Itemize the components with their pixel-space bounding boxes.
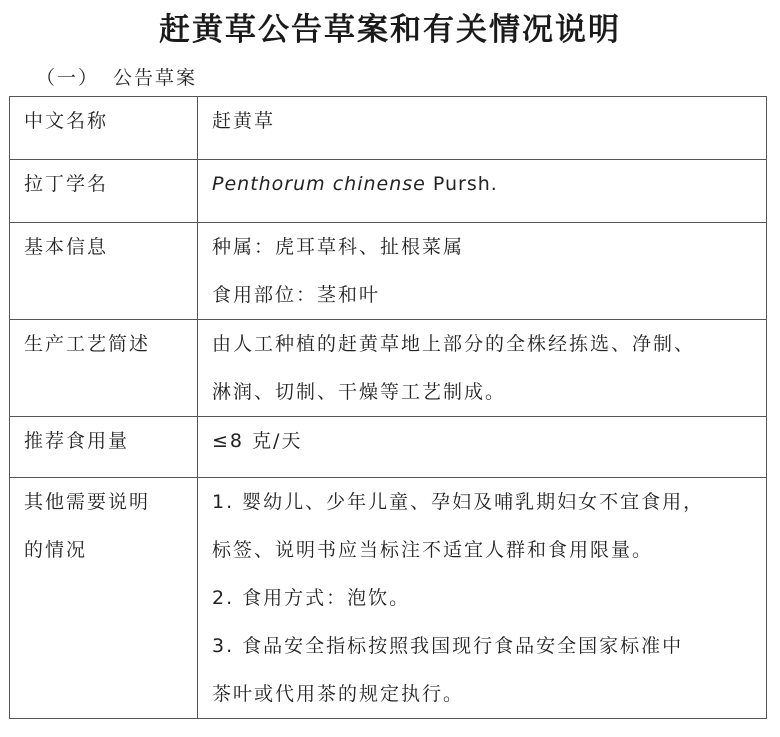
table-row: [10, 320, 767, 417]
document-title: 赶黄草公告草案和有关情况说明: [159, 12, 621, 48]
row-value-chinese-name: [198, 97, 767, 160]
value-line: ≤8 克/天: [212, 430, 303, 452]
value-line: 赶黄草: [212, 110, 276, 132]
table-row: [10, 160, 767, 223]
latin-authority: Pursh.: [425, 173, 498, 195]
value-line: 淋润、切制、干燥等工艺制成。: [212, 381, 507, 403]
value-line: 2. 食用方式：泡饮。: [212, 587, 411, 609]
section-heading: [36, 64, 197, 92]
row-value-latin-name: [198, 160, 767, 223]
table-row: [10, 97, 767, 160]
row-label-basic-info: 基本信息: [10, 223, 198, 320]
table-row: [10, 417, 767, 478]
value-line: 3. 食品安全指标按照我国现行食品安全国家标准中: [212, 635, 684, 657]
value-line: 食用部位：茎和叶: [212, 284, 381, 306]
row-value-basic-info: [198, 223, 767, 320]
table-row: [10, 223, 767, 320]
announcement-table: [9, 96, 767, 719]
row-value-process: [198, 320, 767, 417]
value-line: 标签、说明书应当标注不适宜人群和食用限量。: [212, 539, 654, 561]
value-line: 茶叶或代用茶的规定执行。: [212, 683, 465, 705]
table-row: [10, 478, 767, 719]
row-label-other: [10, 478, 198, 719]
value-line: 种属：虎耳草科、扯根菜属: [212, 236, 465, 258]
latin-species-name: Penthorum chinense: [212, 173, 426, 195]
section-number: （一）: [36, 67, 100, 89]
label-line: 的情况: [24, 539, 88, 561]
row-label-chinese-name: 中文名称: [10, 97, 198, 160]
value-line: 1. 婴幼儿、少年儿童、孕妇及哺乳期妇女不宜食用，: [212, 491, 705, 513]
row-label-latin-name: 拉丁学名: [10, 160, 198, 223]
section-title: 公告草案: [113, 67, 198, 89]
row-value-other: [198, 478, 767, 719]
row-label-process: 生产工艺简述: [10, 320, 198, 417]
row-label-dose: 推荐食用量: [10, 417, 198, 478]
label-line: 其他需要说明: [24, 491, 151, 513]
row-value-dose: [198, 417, 767, 478]
value-line: 由人工种植的赶黄草地上部分的全株经拣选、净制、: [212, 333, 696, 355]
